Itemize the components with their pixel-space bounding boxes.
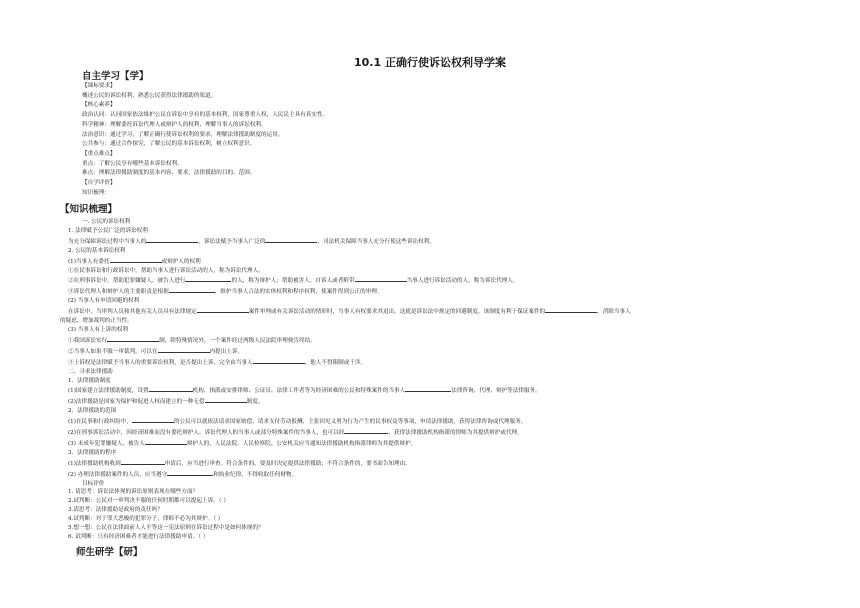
text-line: 难点：理解法律援助制度的基本内容、要求，法律援助的目的、范围。 (82, 170, 256, 177)
fill-line (60, 438, 820, 449)
question-line: 3.请思考：法律援助是政府的责任吗？ (68, 507, 163, 514)
blank (545, 306, 597, 313)
text-line: 政治认同：认同国家依法维护公民在诉讼中享有的基本权利，国家尊重人权，人民民主具有真实性。 (82, 112, 329, 119)
blank (149, 385, 193, 392)
text: 或辩护人的权利 (161, 258, 201, 265)
text-line: 重点：了解公民享有哪些基本诉讼权利。 (82, 160, 183, 167)
knowledge-block (60, 218, 820, 542)
text-line: 公共参与：通过合作探究，了解公民的基本诉讼权利，树立权利意识。 (82, 141, 256, 148)
text: (1)国家建立法律援助制度，设置 (68, 388, 149, 395)
text-line: 法治意识：通过学习，了解正确行使诉讼权利的要求，理解法律援助制度的运用。 (82, 131, 284, 138)
blank (167, 469, 213, 476)
section-heading-self-study: 自主学习【学】 (82, 71, 149, 82)
text: 申请后，应当进行审查。符合条件的，要及时决定提供法律援助；不符合条件的，要书面告知理由。 (164, 460, 411, 467)
blank (344, 427, 388, 434)
text: (1)法律援助机构收到 (68, 460, 121, 467)
text: 当事人进行诉讼活动的人，称为诉讼代理人。 (406, 278, 519, 285)
text-line: 1．法律援助制度 (68, 377, 111, 384)
text-line: 目标评价 (82, 480, 105, 487)
text: 案件审理或有关诉讼活动的情形时，当事人有权要求其退出。这就是诉讼法中规定的回避制度。该制度有利于保证案件的 (248, 309, 546, 316)
text: ，维护当事人合法的实体权利和程序权利，使案件得到公正的审理。 (214, 289, 383, 296)
text-line: 2．法律援助的范围 (68, 408, 117, 415)
blank (405, 385, 451, 392)
fill-line (60, 469, 820, 480)
text: (2)法律援助是国家为保护和促进人权而建立的一种无偿 (68, 399, 205, 406)
text: 为充分保障诉讼过程中当事人的 (68, 238, 147, 245)
blank (110, 256, 162, 263)
text: ①我国诉讼实行 (68, 337, 108, 344)
fill-line (60, 286, 820, 297)
text: ，他人不得限制或干涉。 (304, 359, 367, 366)
section-heading-teacher-student: 师生研学【研】 (76, 547, 143, 558)
blank (146, 236, 198, 243)
question-line: 6. 试判断：只有经济困难者才能进行法律援助申请。（ ） (68, 534, 209, 540)
page-title: 10.1 正确行使诉讼权利导学案 (354, 56, 506, 69)
fill-line (60, 346, 820, 357)
text: (2)在刑事诉讼活动中，因经济困难而没有委托辩护人、诉讼代理人的当事人或部分特殊案件的当事人，也可以经 (68, 430, 345, 437)
question-line: 1. 请思考：诉讼法体现的诉讼原则表现在哪些方面？ (68, 489, 199, 496)
blank (169, 286, 215, 293)
text-line: 二、寻求法律援助 (68, 368, 113, 375)
fill-line (60, 385, 820, 396)
fill-line (60, 458, 820, 469)
question-line: 4.试判断：对于罪大恶极的犯罪分子，律师不必为其辩护。（ ） (68, 516, 224, 523)
blank (107, 335, 159, 342)
blank (205, 396, 247, 403)
blank (185, 275, 231, 282)
text: ，获得法律援助机构指派的律师为其提供辩护或代理。 (388, 430, 523, 437)
text: 辩护人的，人民法院、人民检察院、公安机关应当通知法律援助机构指派律师为其提供辩护。 (186, 440, 417, 447)
fill-line (60, 275, 820, 286)
text-line: 【自学评价】 (82, 180, 116, 187)
text: 制，除特殊情况外，一个案件经过两级人民法院审理便告终结。 (159, 337, 316, 344)
blank (197, 306, 249, 313)
blank (253, 357, 305, 364)
fill-line (60, 357, 820, 368)
text-line: 【核心素养】 (82, 102, 116, 109)
text-line: (3) 当事人有上诉的权利 (68, 326, 129, 333)
blank (355, 275, 407, 282)
text: 机构，指派或安排律师、公证员、法律工作者等为经济困难的公民和特殊案件的当事人 (192, 388, 406, 395)
text: (3) 未成年犯罪嫌疑人、被告人 (68, 440, 145, 447)
text: ②当事人如果不服一审裁判，可以在 (68, 348, 158, 355)
blank (265, 236, 317, 243)
fill-line (60, 335, 820, 346)
text: ，司法机关保障当事人充分行使这些诉讼权利。 (317, 238, 435, 245)
text-line: 【重点难点】 (82, 150, 116, 157)
text: 制度。 (246, 399, 264, 406)
text: ②在刑事诉讼中，帮助犯罪嫌疑人、被告人进行 (68, 278, 186, 285)
text-line: 一. 公民的诉讼权利 (82, 219, 131, 225)
text-line: 科学精神：理解委托诉讼代理人或辩护人的权利，理解当事人的诉讼权利。 (82, 121, 267, 128)
text: 的人，称为辩护人；帮助被害人、自诉人或者附带 (231, 278, 355, 285)
question-line: 2.试判断：公民对一审判决不服的任何时期都可以提起上诉。（ ） (68, 498, 229, 505)
text: 内提出上诉。 (209, 348, 244, 355)
text: ③诉讼代理人和辩护人的主要职责是根据 (68, 289, 169, 296)
fill-line (60, 416, 820, 427)
text-line: 概述公民的诉讼权利，熟悉公民获得法律援助的渠道。 (82, 92, 217, 99)
blank (158, 346, 210, 353)
fill-line (60, 256, 820, 267)
text: ，消除当事人 (597, 309, 631, 316)
text-line: (2) 当事人有申请回避的权利 (68, 298, 140, 305)
blank (132, 416, 174, 423)
text: (2) 办理法律援助案件的人员，应当遵守 (68, 471, 168, 478)
fill-line (60, 306, 820, 317)
blank (145, 438, 187, 445)
text-line: 知识梳理： (82, 189, 110, 196)
text-line: 【课标要求】 (82, 83, 116, 89)
text-line: ①在民事诉讼和行政诉讼中，帮助当事人进行诉讼活动的人，称为诉讼代理人。 (68, 267, 264, 274)
text: 的公民可以就依法请求国家赔偿、请求支付劳动报酬、主张因见义勇为行为产生的民事权益等事项，申请法律援助，获得法律咨询或代理服务。 (173, 419, 527, 426)
text-line: 2. 公民的基本诉讼权利 (68, 247, 126, 254)
question-line: 5.想一想：公民在法律面前人人平等这一宪法原则在诉讼过程中是如何体现的？ (68, 525, 264, 532)
text: ，诉讼法赋予当事人广泛的 (198, 238, 266, 245)
text: (1)在民事和行政纠纷中， (68, 419, 132, 426)
fill-line (60, 427, 820, 438)
blank (121, 458, 165, 465)
text: (1)当事人有委托 (68, 258, 110, 265)
fill-line (60, 396, 820, 407)
fill-line (60, 236, 820, 247)
text: 和执业纪律，不得收取任何财物。 (213, 471, 298, 478)
self-study-block (82, 82, 782, 198)
text: 法律咨询、代理、辩护等法律服务。 (451, 388, 541, 395)
text: 在诉讼中，当审判人员和其他有关人员具有法律规定 (68, 309, 197, 316)
text-line: 的疑虑，增加裁判的正当性。 (60, 318, 133, 325)
text-line: 3．法律援助的程序 (68, 449, 117, 456)
section-heading-knowledge: 【知识梳理】 (60, 204, 118, 215)
text-line: 1. 法律赋予公民广泛的诉讼权利 (68, 227, 148, 234)
text: ③上诉权是法律赋予当事人的重要诉讼权利，是否提出上诉，完全由当事人 (68, 359, 253, 366)
